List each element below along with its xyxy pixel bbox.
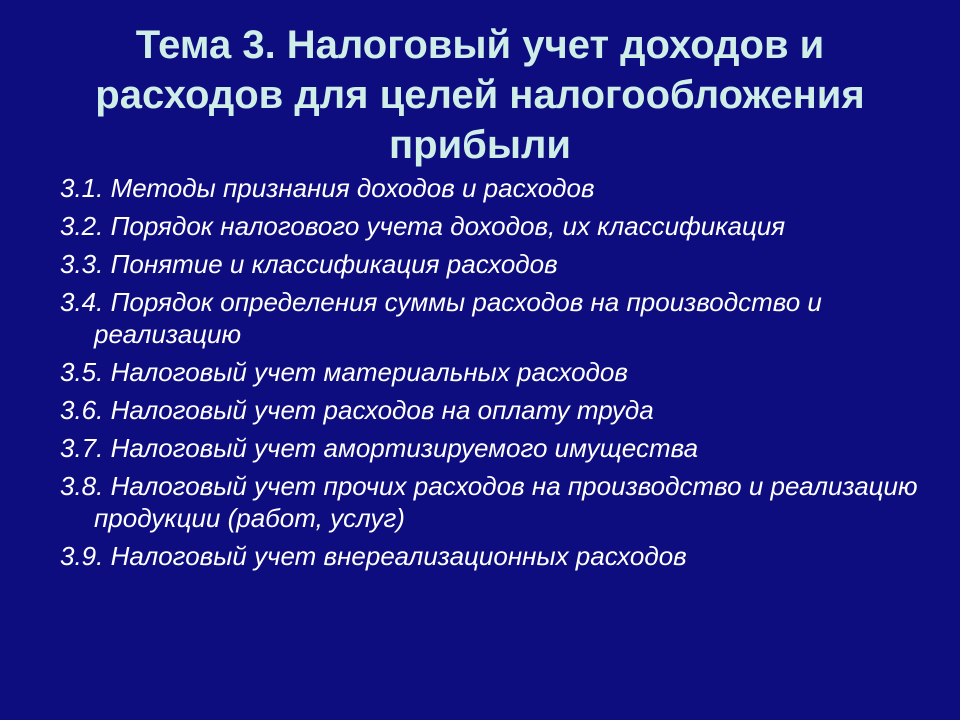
topic-item-3-9: 3.9. Налоговый учет внереализационных расходов: [60, 541, 687, 571]
topic-item-3-3: 3.3. Понятие и классификация расходов: [60, 249, 558, 279]
topic-list: [60, 172, 930, 578]
topic-item-3-2: 3.2. Порядок налогового учета доходов, их классификация: [60, 211, 786, 241]
topic-item-3-1: 3.1. Методы признания доходов и расходов: [60, 173, 595, 203]
topic-item-3-6: 3.6. Налоговый учет расходов на оплату труда: [60, 395, 654, 425]
topic-item-3-4: 3.4. Порядок определения суммы расходов на производство и реализацию: [60, 287, 822, 349]
slide-title-line-1: Тема 3. Налоговый учет доходов и: [135, 23, 825, 67]
slide-title: [40, 20, 920, 170]
slide-title-line-3: прибыли: [388, 123, 572, 167]
topic-item-3-5: 3.5. Налоговый учет материальных расходов: [60, 357, 628, 387]
topic-item-3-7: 3.7. Налоговый учет амортизируемого имущества: [60, 433, 699, 463]
topic-item-3-8: 3.8. Налоговый учет прочих расходов на производство и реализацию продукции (работ, услуг): [60, 471, 918, 533]
slide-title-line-2: расходов для целей налогообложения: [95, 73, 865, 117]
